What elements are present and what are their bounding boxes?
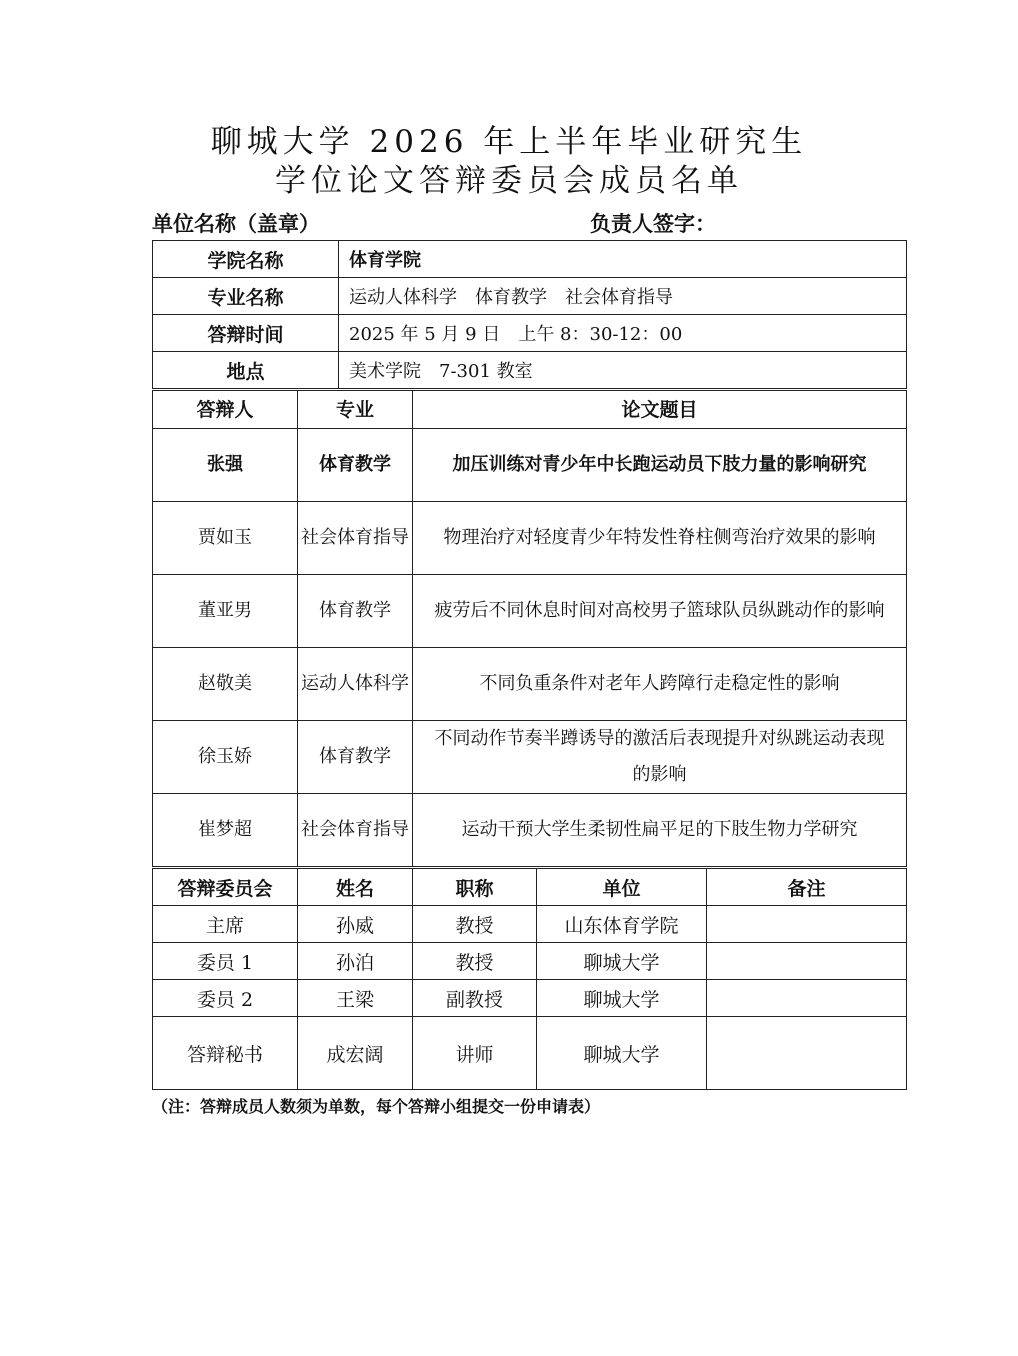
table-row (153, 575, 907, 648)
member-name: 王梁 (298, 980, 413, 1017)
student-major: 体育教学 (298, 575, 413, 648)
info-row-time (153, 315, 907, 352)
table-row (153, 906, 907, 943)
member-unit: 聊城大学 (537, 943, 707, 980)
student-name: 张强 (153, 429, 298, 502)
document-title-line-2: 学位论文答辩委员会成员名单 (275, 163, 743, 199)
table-row (153, 429, 907, 502)
unit-name-label: 单位名称（盖章） (152, 211, 320, 236)
member-name: 孙泊 (298, 943, 413, 980)
committee-table (152, 868, 907, 1090)
info-value: 体育学院 (339, 241, 907, 278)
member-name: 成宏阔 (298, 1017, 413, 1090)
document-title-line-1: 聊城大学 2026 年上半年毕业研究生 (210, 124, 808, 160)
member-remark (707, 906, 907, 943)
table-row (153, 1017, 907, 1090)
info-row-major (153, 278, 907, 315)
header-major: 专业 (298, 391, 413, 429)
member-unit: 聊城大学 (537, 980, 707, 1017)
info-label: 地点 (153, 352, 339, 389)
info-label: 学院名称 (153, 241, 339, 278)
header-topic: 论文题目 (413, 391, 907, 429)
thesis-topic: 物理治疗对轻度青少年特发性脊柱侧弯治疗效果的影响 (413, 502, 907, 575)
thesis-topic: 不同负重条件对老年人跨障行走稳定性的影响 (413, 648, 907, 721)
info-value: 运动人体科学 体育教学 社会体育指导 (339, 278, 907, 315)
member-title: 讲师 (413, 1017, 537, 1090)
member-title: 教授 (413, 906, 537, 943)
header-name: 姓名 (298, 869, 413, 906)
info-row-college (153, 241, 907, 278)
thesis-topic: 疲劳后不同休息时间对高校男子篮球队员纵跳动作的影响 (413, 575, 907, 648)
header-role: 答辩委员会 (153, 869, 298, 906)
table-row (153, 721, 907, 794)
header-unit: 单位 (537, 869, 707, 906)
info-value: 美术学院 7-301 教室 (339, 352, 907, 389)
thesis-header-row (153, 391, 907, 429)
header-student: 答辩人 (153, 391, 298, 429)
table-row (153, 980, 907, 1017)
info-value: 2025 年 5 月 9 日 上午 8：30-12：00 (339, 315, 907, 352)
header-title: 职称 (413, 869, 537, 906)
info-row-location (153, 352, 907, 389)
committee-role: 委员 1 (153, 943, 298, 980)
student-major: 社会体育指导 (298, 794, 413, 867)
student-name: 赵敬美 (153, 648, 298, 721)
member-remark (707, 980, 907, 1017)
table-row (153, 502, 907, 575)
thesis-topic: 加压训练对青少年中长跑运动员下肢力量的影响研究 (413, 429, 907, 502)
college-info-table (152, 240, 907, 389)
committee-role: 主席 (153, 906, 298, 943)
thesis-topic: 运动干预大学生柔韧性扁平足的下肢生物力学研究 (413, 794, 907, 867)
member-unit: 山东体育学院 (537, 906, 707, 943)
table-row (153, 648, 907, 721)
student-name: 崔梦超 (153, 794, 298, 867)
committee-role: 答辩秘书 (153, 1017, 298, 1090)
member-name: 孙威 (298, 906, 413, 943)
signature-line (152, 208, 906, 240)
info-label: 答辩时间 (153, 315, 339, 352)
member-unit: 聊城大学 (537, 1017, 707, 1090)
thesis-table (152, 390, 907, 867)
info-label: 专业名称 (153, 278, 339, 315)
leader-signature-label: 负责人签字： (590, 211, 716, 236)
member-remark (707, 1017, 907, 1090)
student-major: 运动人体科学 (298, 648, 413, 721)
table-row (153, 794, 907, 867)
committee-header-row (153, 869, 907, 906)
thesis-topic: 不同动作节奏半蹲诱导的激活后表现提升对纵跳运动表现的影响 (413, 721, 907, 794)
student-name: 贾如玉 (153, 502, 298, 575)
student-name: 董亚男 (153, 575, 298, 648)
committee-role: 委员 2 (153, 980, 298, 1017)
member-title: 副教授 (413, 980, 537, 1017)
student-major: 社会体育指导 (298, 502, 413, 575)
member-title: 教授 (413, 943, 537, 980)
member-remark (707, 943, 907, 980)
student-major: 体育教学 (298, 429, 413, 502)
header-remark: 备注 (707, 869, 907, 906)
student-name: 徐玉娇 (153, 721, 298, 794)
table-row (153, 943, 907, 980)
student-major: 体育教学 (298, 721, 413, 794)
footnote: （注：答辩成员人数须为单数，每个答辩小组提交一份申请表） (152, 1097, 601, 1116)
